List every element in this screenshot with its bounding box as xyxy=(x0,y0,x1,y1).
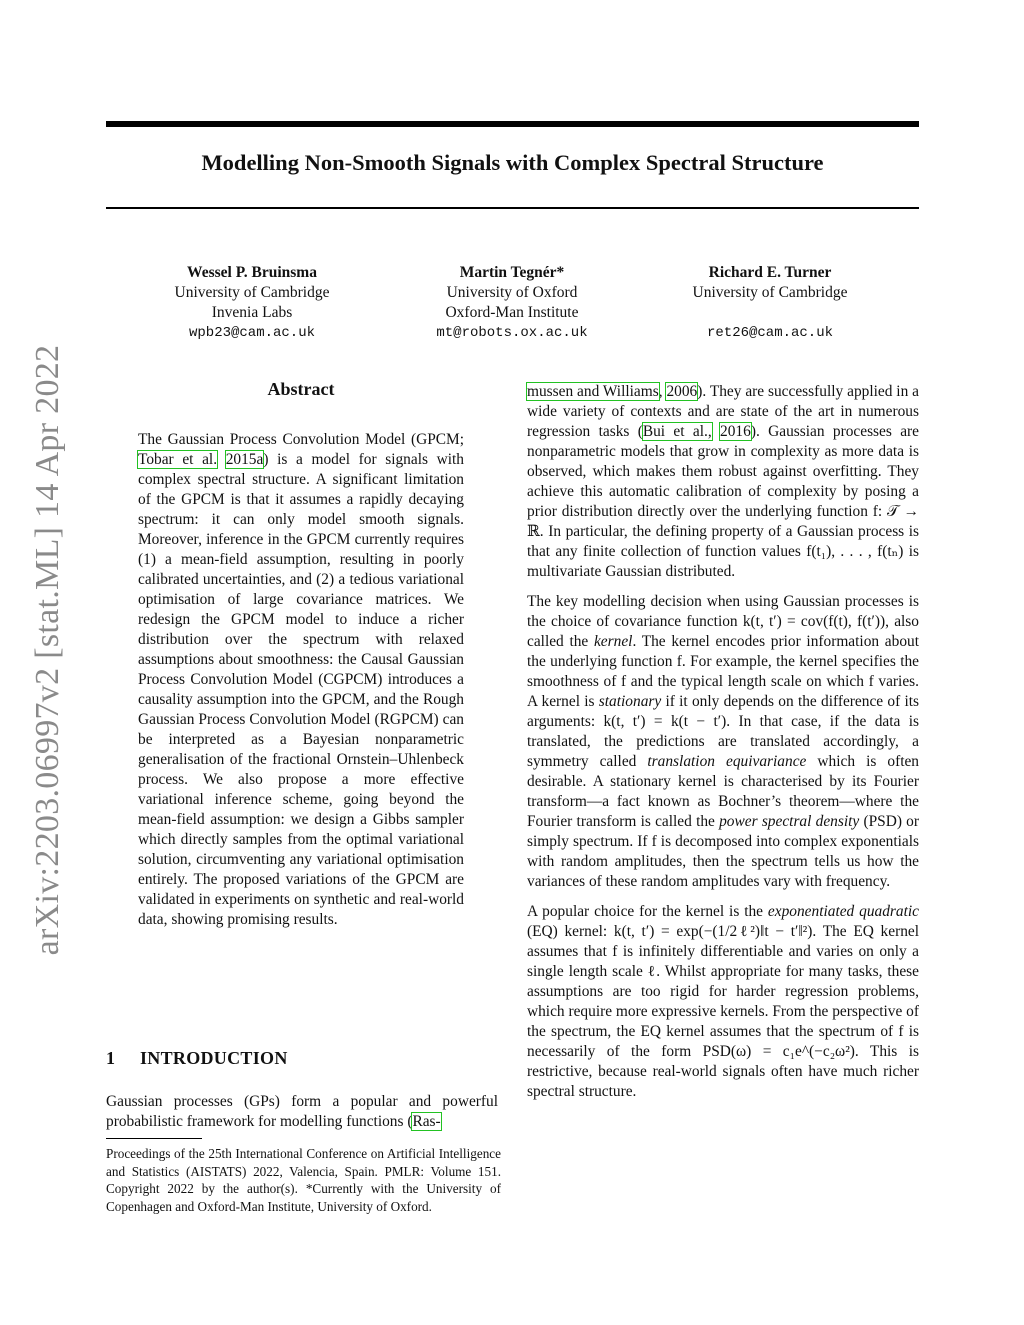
author-affiliation: University of Cambridge xyxy=(692,284,848,301)
title-rule-bottom xyxy=(106,207,919,209)
intro-text: if it only depends on the difference of its arguments: k(t, t′) = k(t − t′). In that case, if the data is translated, the predictions are translated accordingly, a symmetry called xyxy=(527,693,920,770)
author-name: Richard E. Turner xyxy=(708,264,832,281)
intro-paragraph-1: mussen and Williams, 2006). They are successfully applied in a wide variety of contexts and are state of the art in numerous regression tasks (Bui et al., 2016). Gaussian processes are nonparametric models that grow in complexity as more data is observed, which makes them robust against overfitting. They achieve this automatic calibration of complexity by posing a prior distribution directly over the underlying function f: 𝒯 → ℝ. In particular, the defining property of a Gaussian process is that any finite collection of function values f(t₁), . . . , f(tₙ) is multivariate Gaussian distributed. xyxy=(527,383,919,580)
citation-link[interactable]: 2015a xyxy=(225,451,264,468)
intro-left-paragraph xyxy=(106,1092,498,1132)
author-affiliation: Invenia Labs xyxy=(211,304,293,321)
author-1 xyxy=(122,263,382,343)
author-name: Wessel P. Bruinsma xyxy=(187,264,317,281)
emphasis: stationary xyxy=(598,693,662,710)
emphasis: exponentiated quadratic xyxy=(767,903,919,920)
citation-link[interactable]: Tobar et al. xyxy=(138,451,218,468)
intro-text: A popular choice for the kernel is the xyxy=(527,903,768,920)
author-email[interactable]: wpb23@cam.ac.uk xyxy=(188,325,316,341)
emphasis: translation equivariance xyxy=(647,753,807,770)
paper-title: Modelling Non-Smooth Signals with Complex Spectral Structure xyxy=(201,150,824,175)
intro-text: . The kernel encodes prior information about the underlying function f. For example, the kernel specifies the smoothness of f and the typical length scale on which f varies. A kernel is xyxy=(527,633,919,710)
intro-paragraph-3 xyxy=(527,902,919,1102)
citation-link[interactable]: 2016 xyxy=(720,423,751,440)
arxiv-identifier: arXiv:2203.06997v2 [stat.ML] 14 Apr 2022 xyxy=(29,344,66,956)
section-number: 1 xyxy=(106,1048,116,1068)
author-email[interactable]: ret26@cam.ac.uk xyxy=(706,325,834,341)
author-affiliation: Oxford-Man Institute xyxy=(445,304,579,321)
abstract-body xyxy=(138,430,464,930)
author-affiliation: University of Cambridge xyxy=(174,284,330,301)
author-3 xyxy=(640,263,900,343)
intro-text: The key modelling decision when using Gaussian processes is the choice of covariance function k(t, t′) = cov(f(t), f(t′)), also called the xyxy=(527,593,919,650)
abstract-text: The Gaussian Process Convolution Model (GPCM; xyxy=(138,431,464,448)
section-title: INTRODUCTION xyxy=(140,1048,288,1068)
section-heading xyxy=(106,1048,288,1069)
citation-link[interactable]: mussen and Williams xyxy=(527,383,659,400)
citation-link[interactable]: Ras- xyxy=(412,1113,441,1130)
author-email[interactable]: mt@robots.ox.ac.uk xyxy=(436,325,588,341)
author-2 xyxy=(382,263,642,343)
title-rule-top xyxy=(106,121,919,127)
intro-text: ). They are successfully applied in a wide variety of contexts and are state of the art in numerous regression tasks ( xyxy=(527,383,919,440)
intro-text: (EQ) kernel: k(t, t′) = exp(−(1/2ℓ²)‖t − t′‖²). The EQ kernel assumes that f is infinitely differentiable and varies on only a single length scale ℓ. Whilst appropriate for many tasks, these assumptions are too rigid for harder regression problems, which require more expressive kernels. From the perspective of the spectrum, the EQ kernel assumes that the spectrum of f is necessarily of the form PSD(ω) = c₁e^(−c₂ω²). This is restrictive, because real-world signals often have much richer spectral structure. xyxy=(527,923,919,1100)
abstract-heading: Abstract xyxy=(267,379,335,399)
intro-paragraph-2 xyxy=(527,592,919,892)
emphasis: kernel xyxy=(593,633,633,650)
abstract-text: ) is a model for signals with complex spectral structure. A significant limitation of the GPCM is that it assumes a rapidly decaying spectrum: it can only model smooth signals. Moreover, inference in the GPCM currently requires (1) a mean-field assumption, resulting in poorly calibrated uncertainties, and (2) a tedious variational optimisation of large covariance matrices. We redesign the GPCM model to induce a richer distribution over the spectrum with relaxed assumptions about smoothness: the Causal Gaussian Process Convolution Model (CGPCM) introduces a causality assumption into the GPCM, and the Rough Gaussian Process Convolution Model (RGPCM) can be interpreted as a Bayesian nonparametric generalisation of the fractional Ornstein–Uhlenbeck process. We also propose a more effective variational inference scheme, going beyond the mean-field assumption: we design a Gibbs sampler which directly samples from the optimal variational solution, circumventing any variational optimisation entirely. The proposed variations of the GPCM are validated in experiments on synthetic and real-world data, showing promising results. xyxy=(138,451,464,928)
author-name: Martin Tegnér* xyxy=(459,264,565,281)
intro-text: (PSD) or simply spectrum. If f is decomposed into complex exponentials with random amplitudes, then the spectrum tells us how the variances of these random amplitudes vary with frequency. xyxy=(527,813,919,890)
intro-text: Gaussian processes (GPs) form a popular and powerful probabilistic framework for modelling functions ( xyxy=(106,1093,498,1130)
author-affiliation-empty xyxy=(640,303,900,323)
emphasis: power spectral density xyxy=(719,813,860,830)
right-column xyxy=(527,382,919,1112)
author-affiliation: University of Oxford xyxy=(446,284,578,301)
citation-link[interactable]: Bui et al., xyxy=(642,423,712,440)
intro-text: ). Gaussian processes are nonparametric models that grow in complexity as more data is observed, which makes them robust against overfitting. They achieve this automatic calibration of complexity by posing a prior distribution directly over the underlying function f: 𝒯 → ℝ. In particular, the defining property of a Gaussian process is that any finite collection of function values f(t₁), . . . , f(tₙ) is multivariate Gaussian distributed. xyxy=(527,423,919,580)
footnote: Proceedings of the 25th International Conference on Artificial Intelligence and Statistics (AISTATS) 2022, Valencia, Spain. PMLR: Volume 151. Copyright 2022 by the author(s). *Currently with the University of Copenhagen and Oxford-Man Institute, University of Oxford. xyxy=(106,1146,501,1214)
footnote-rule xyxy=(106,1138,202,1139)
intro-text: which is often desirable. A stationary kernel is characterised by its Fourier transform—a fact known as Bochner’s theorem—where the Fourier transform is called the xyxy=(527,753,920,830)
citation-link[interactable]: 2006 xyxy=(666,383,698,400)
